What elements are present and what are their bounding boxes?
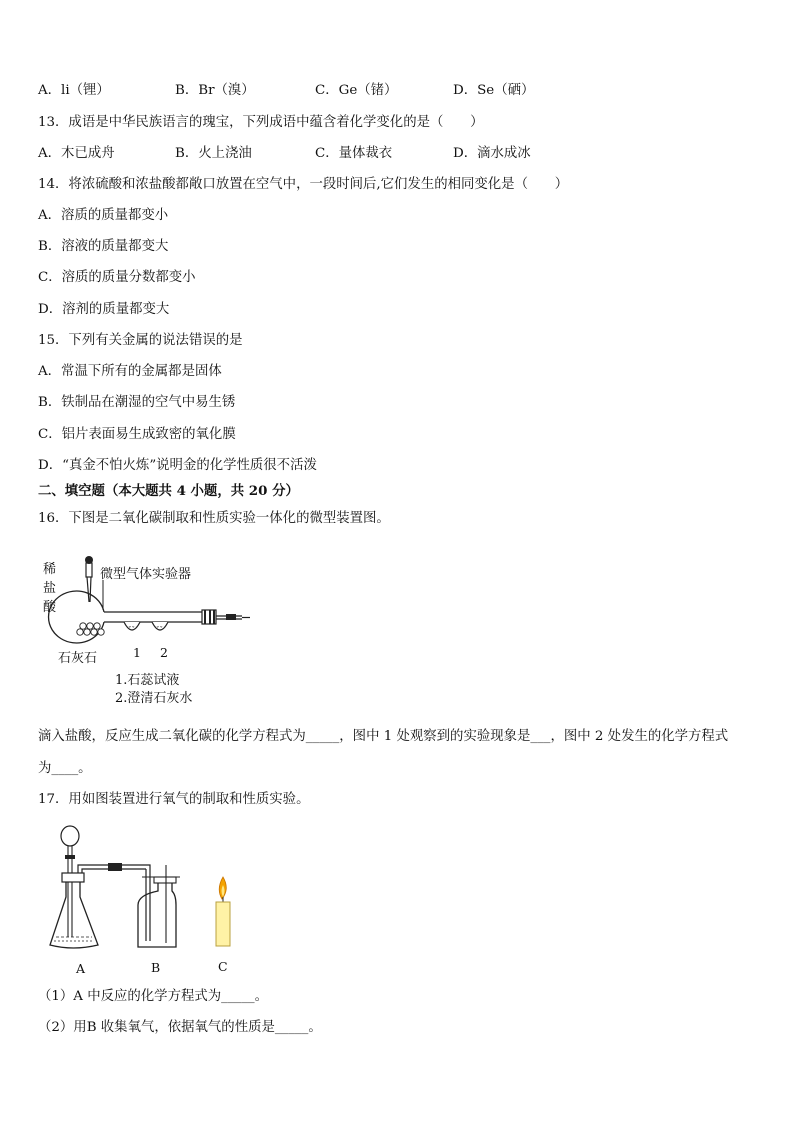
- q15-option-b: B．铁制品在潮湿的空气中易生锈: [38, 395, 236, 410]
- q13-option-b: B．火上浇油: [175, 146, 252, 161]
- q16-text-line2: 为____。: [38, 761, 92, 776]
- acid-label-3: 酸: [43, 600, 57, 615]
- q13-options: [38, 145, 531, 163]
- q12-option-a: A．li（锂）: [38, 83, 110, 98]
- position-2-label: 2: [160, 645, 168, 660]
- q12-option-c: C．Ge（锗）: [315, 83, 398, 98]
- legend-litmus: 1.石蕊试液: [115, 673, 180, 688]
- q13-option-a: A．木已成舟: [38, 146, 115, 161]
- q15-option-d: D．“真金不怕火炼”说明金的化学性质很不活泼: [38, 458, 317, 473]
- q16-text-line1: 滴入盐酸，反应生成二氧化碳的化学方程式为_____，图中 1 处观察到的实验现象是___，图中 2 处发生的化学方程式: [38, 729, 729, 744]
- svg-text:ˇˇ: ˇˇ: [156, 626, 163, 634]
- q17-stem: 17．用如图装置进行氧气的制取和性质实验。: [38, 792, 310, 807]
- q17-sub1: （1）A 中反应的化学方程式为_____。: [38, 989, 269, 1004]
- position-1-label: 1: [133, 645, 141, 660]
- svg-text:ˇˇ: ˇˇ: [128, 626, 135, 634]
- label-c: C: [218, 959, 228, 974]
- q15-option-c: C．铝片表面易生成致密的氧化膜: [38, 427, 236, 442]
- device-label: 微型气体实验器: [100, 567, 192, 582]
- q12-options: [38, 82, 534, 100]
- section-heading: 二、填空题（本大题共 4 小题，共 20 分）: [38, 483, 299, 499]
- acid-label-2: 盐: [43, 581, 57, 596]
- label-a: A: [76, 961, 86, 976]
- q13-option-c: C．量体裁衣: [315, 146, 393, 161]
- q15-option-a: A．常温下所有的金属都是固体: [38, 364, 222, 379]
- q15-stem: 15．下列有关金属的说法错误的是: [38, 333, 243, 348]
- q14-option-b: B．溶液的质量都变大: [38, 239, 169, 254]
- q14-stem: 14．将浓硫酸和浓盐酸都敞口放置在空气中，一段时间后,它们发生的相同变化是（ ）: [38, 177, 569, 192]
- label-b: B: [151, 960, 161, 975]
- q12-option-b: B．Br（溴）: [175, 83, 255, 98]
- limestone-label: 石灰石: [58, 651, 98, 666]
- q14-option-a: A．溶质的质量都变小: [38, 208, 169, 223]
- acid-label-1: 稀: [43, 562, 57, 577]
- legend-limewater: 2.澄清石灰水: [115, 691, 193, 706]
- q13-option-d: D．滴水成冰: [453, 146, 531, 161]
- q12-option-d: D．Se（硒）: [453, 83, 535, 98]
- oxygen-apparatus: [46, 825, 256, 955]
- q17-sub2: （2）用B 收集氧气，依据氧气的性质是_____。: [38, 1020, 322, 1035]
- q13-stem: 13．成语是中华民族语言的瑰宝，下列成语中蕴含着化学变化的是（ ）: [38, 115, 484, 130]
- q16-stem: 16．下图是二氧化碳制取和性质实验一体化的微型装置图。: [38, 511, 390, 526]
- q14-option-d: D．溶剂的质量都变大: [38, 302, 170, 317]
- q14-option-c: C．溶质的质量分数都变小: [38, 270, 196, 285]
